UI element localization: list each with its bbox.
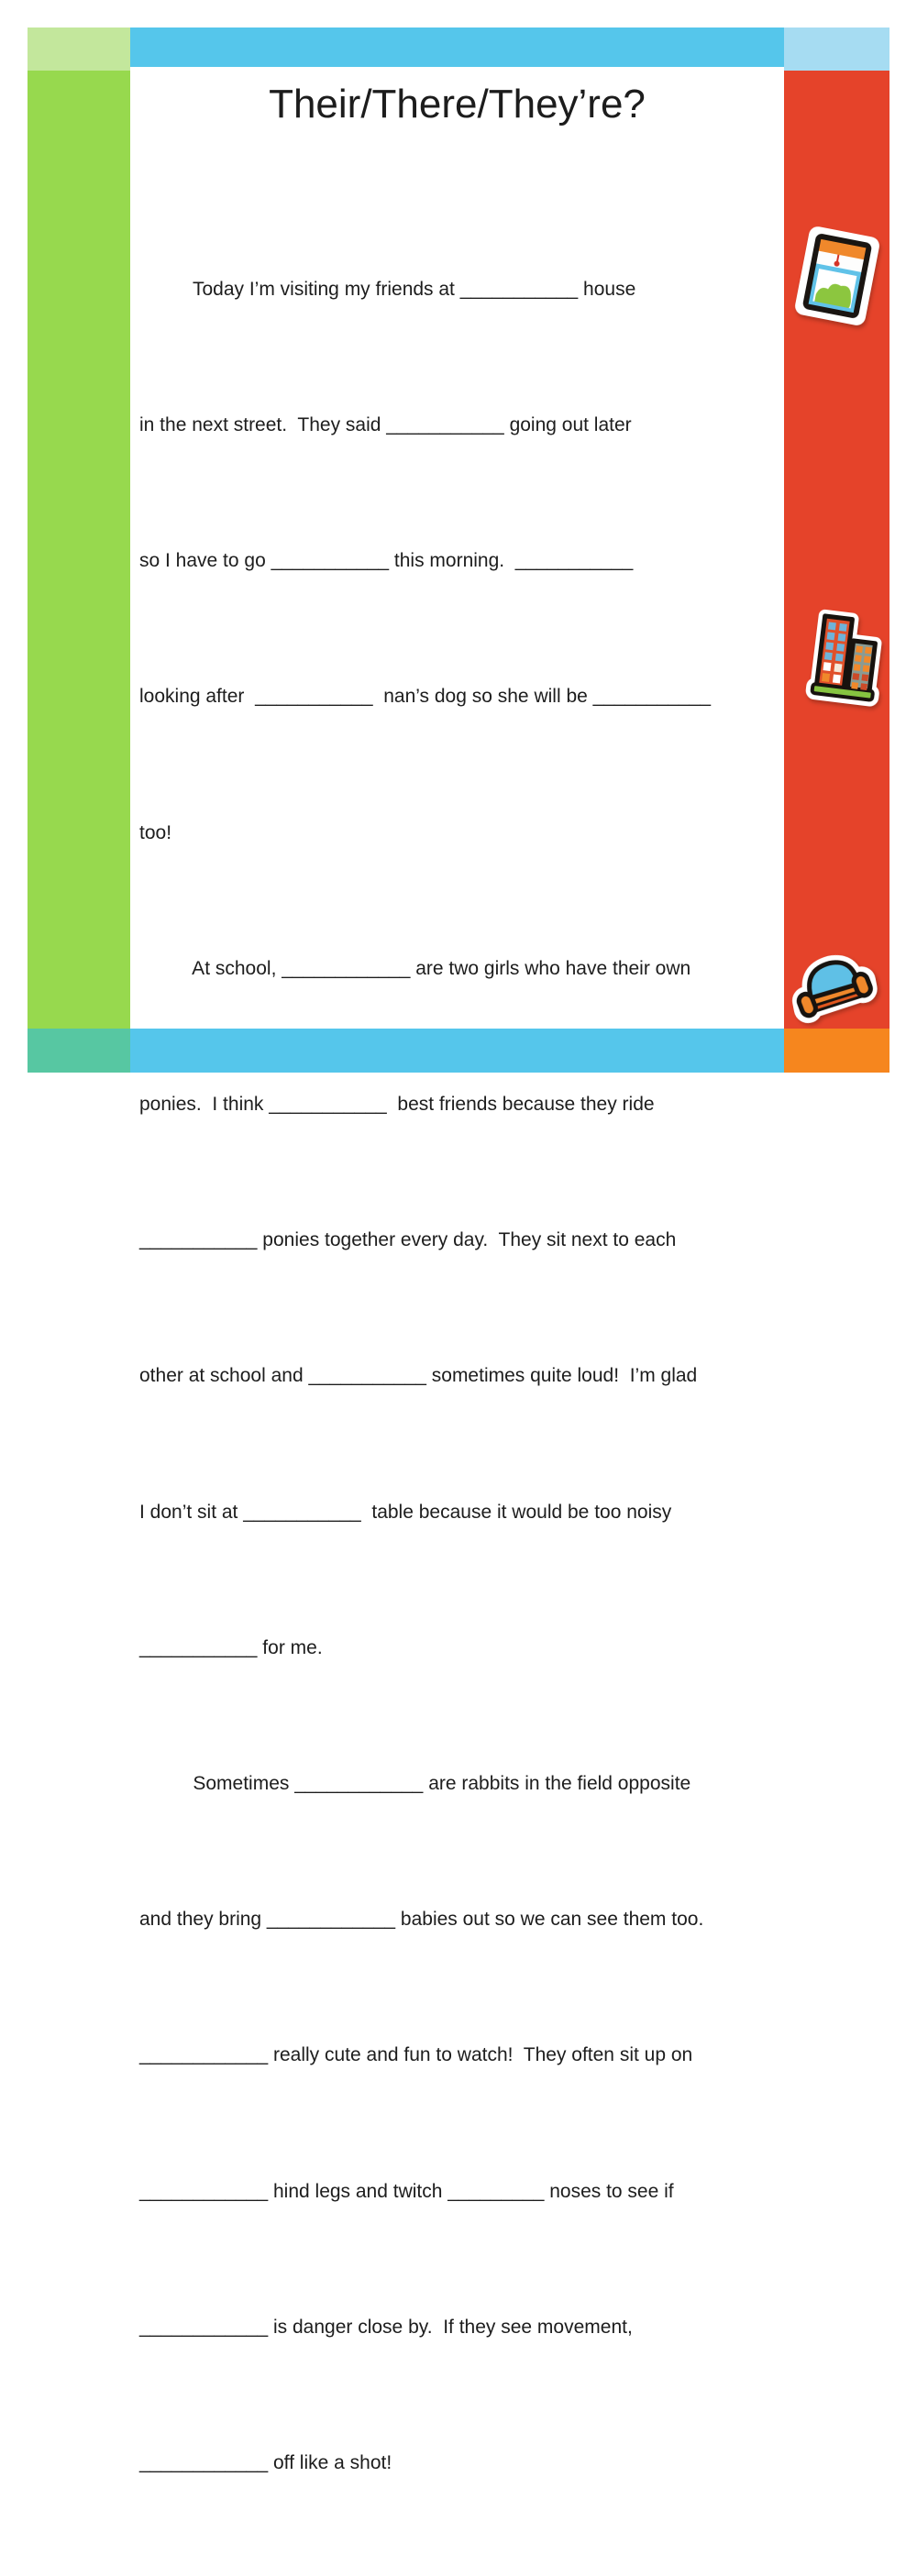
worksheet-line: ___________ for me. bbox=[139, 1636, 323, 1658]
worksheet-content bbox=[130, 67, 784, 2474]
left-bar bbox=[28, 71, 130, 1029]
worksheet-line: other at school and ___________ sometimes quite loud! I’m glad bbox=[139, 1365, 698, 1387]
corner-light-green bbox=[28, 28, 130, 71]
worksheet-line: ____________ really cute and fun to watch! They often sit up on bbox=[139, 2044, 693, 2066]
worksheet-line: ____________ off like a shot! bbox=[139, 2452, 392, 2474]
corner-orange bbox=[784, 1029, 889, 1073]
worksheet-line: too! bbox=[139, 821, 172, 843]
worksheet-line: I don’t sit at ___________ table because it would be too noisy bbox=[139, 1501, 672, 1523]
worksheet-line: so I have to go ___________ this morning. ___________ bbox=[139, 550, 634, 572]
worksheet-line: ponies. I think ___________ best friends because they ride bbox=[139, 1094, 655, 1116]
worksheet-text bbox=[139, 176, 780, 2576]
worksheet-line: and they bring ____________ babies out so we can see them too. bbox=[139, 1909, 704, 1931]
worksheet-line: Today I’m visiting my friends at ___________ house bbox=[139, 278, 636, 300]
worksheet-line: ____________ is danger close by. If they see movement, bbox=[139, 2316, 633, 2338]
worksheet-line: ____________ hind legs and twitch _________ noses to see if bbox=[139, 2180, 674, 2202]
corner-light-blue bbox=[784, 28, 889, 71]
corner-teal bbox=[28, 1029, 130, 1073]
buildings-sticker-icon bbox=[800, 606, 892, 714]
worksheet-line: looking after ___________ nan’s dog so she will be ___________ bbox=[139, 686, 712, 708]
top-bar bbox=[130, 28, 784, 67]
worksheet-line: Sometimes ____________ are rabbits in the field opposite bbox=[139, 1773, 691, 1795]
worksheet-line: ___________ ponies together every day. They sit next to each bbox=[139, 1229, 677, 1251]
page-title: Their/There/They’re? bbox=[269, 82, 646, 127]
right-bar bbox=[784, 71, 889, 1029]
worksheet-line: At school, ____________ are two girls who have their own bbox=[139, 957, 691, 979]
worksheet-line: in the next street. They said ___________ going out later bbox=[139, 414, 632, 436]
